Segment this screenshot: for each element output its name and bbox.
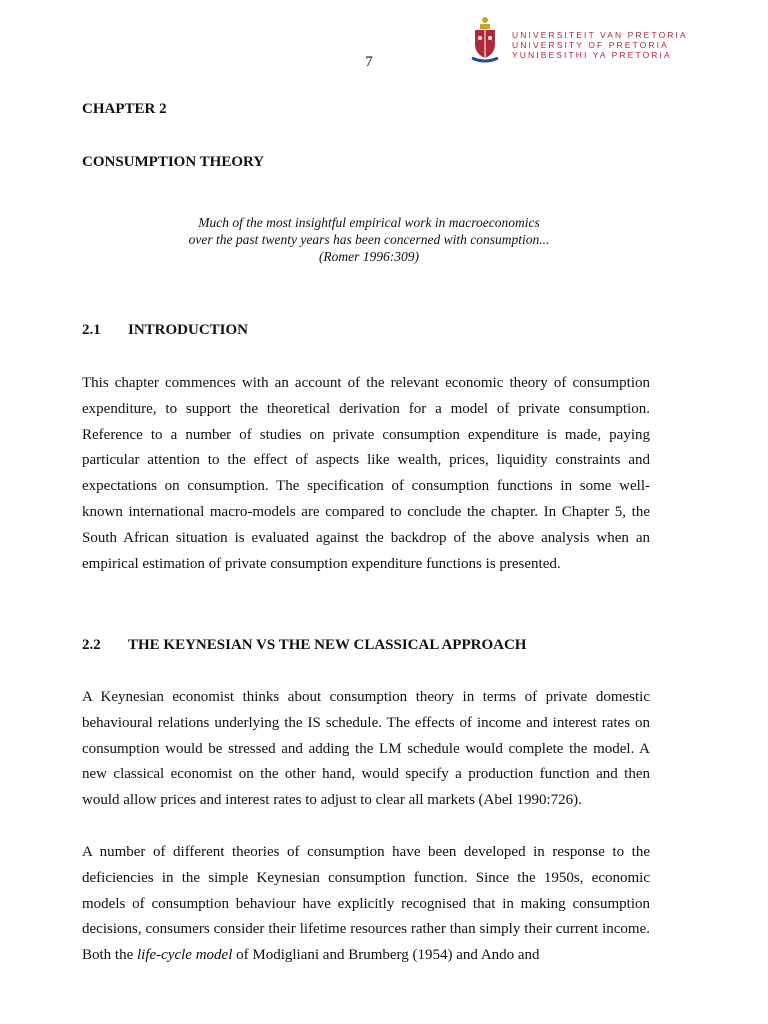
life-cycle-model-term: life-cycle model <box>137 947 233 964</box>
section-heading-2-1 <box>82 322 248 339</box>
paragraph-text: A Keynesian economist thinks about consumption theory in terms of private domestic behavioural relations underlying the IS schedule. The effects of income and interest rates on consumption would be stressed and adding the LM schedule would complete the model. A new classical economist on the other hand, would specify a production function and then would allow prices and interest rates to adjust to clear all markets (Abel 1990:726). <box>82 689 650 809</box>
paragraph-keynesian <box>82 685 650 814</box>
chapter-label: CHAPTER 2 <box>82 101 167 117</box>
paragraph-text <box>82 840 650 969</box>
university-name-english: UNIVERSITY OF PRETORIA <box>512 40 669 50</box>
epigraph-line-1: Much of the most insightful empirical work in macroeconomics <box>198 215 540 230</box>
epigraph-line-2: over the past twenty years has been concerned with consumption... <box>188 232 550 247</box>
epigraph-citation: (Romer 1996:309) <box>318 249 420 264</box>
chapter-title: CONSUMPTION THEORY <box>82 154 265 170</box>
university-name-sepedi: YUNIBESITHI YA PRETORIA <box>512 50 672 60</box>
section-title: INTRODUCTION <box>128 322 249 338</box>
page-number: 7 <box>365 54 373 70</box>
section-title: THE KEYNESIAN VS THE NEW CLASSICAL APPROACH <box>128 637 527 653</box>
section-heading-2-2 <box>82 637 526 654</box>
university-name-afrikaans: UNIVERSITEIT VAN PRETORIA <box>512 30 688 40</box>
paragraph-text-end: of Modigliani and Brumberg (1954) and Ando and <box>232 947 540 964</box>
section-number: 2.1 <box>82 322 101 338</box>
paragraph-text-start: A number of different theories of consumption have been developed in response to the deficiencies in the simple Keynesian consumption function. Since the 1950s, economic models of consumption behaviour have explicitly recognised that in making consumption decisions, consumers consider their lifetime resources rather than simply their current income. Both the <box>82 844 650 964</box>
epigraph <box>0 214 738 265</box>
paragraph-text: This chapter commences with an account of the relevant economic theory of consumption expenditure, to support the theoretical derivation for a model of private consumption. Reference to a number of studies on private consumption expenditure is made, paying particular attention to the effect of aspects like wealth, prices, liquidity constraints and expectations on consumption. The specification of consumption functions in some well-known international macro-models are compared to conclude the chapter. In Chapter 5, the South African situation is evaluated against the backdrop of the above analysis when an empirical estimation of private consumption expenditure functions is presented. <box>82 375 650 572</box>
paragraph-introduction <box>82 371 650 577</box>
paragraph-theories <box>82 840 650 969</box>
section-number: 2.2 <box>82 637 101 653</box>
